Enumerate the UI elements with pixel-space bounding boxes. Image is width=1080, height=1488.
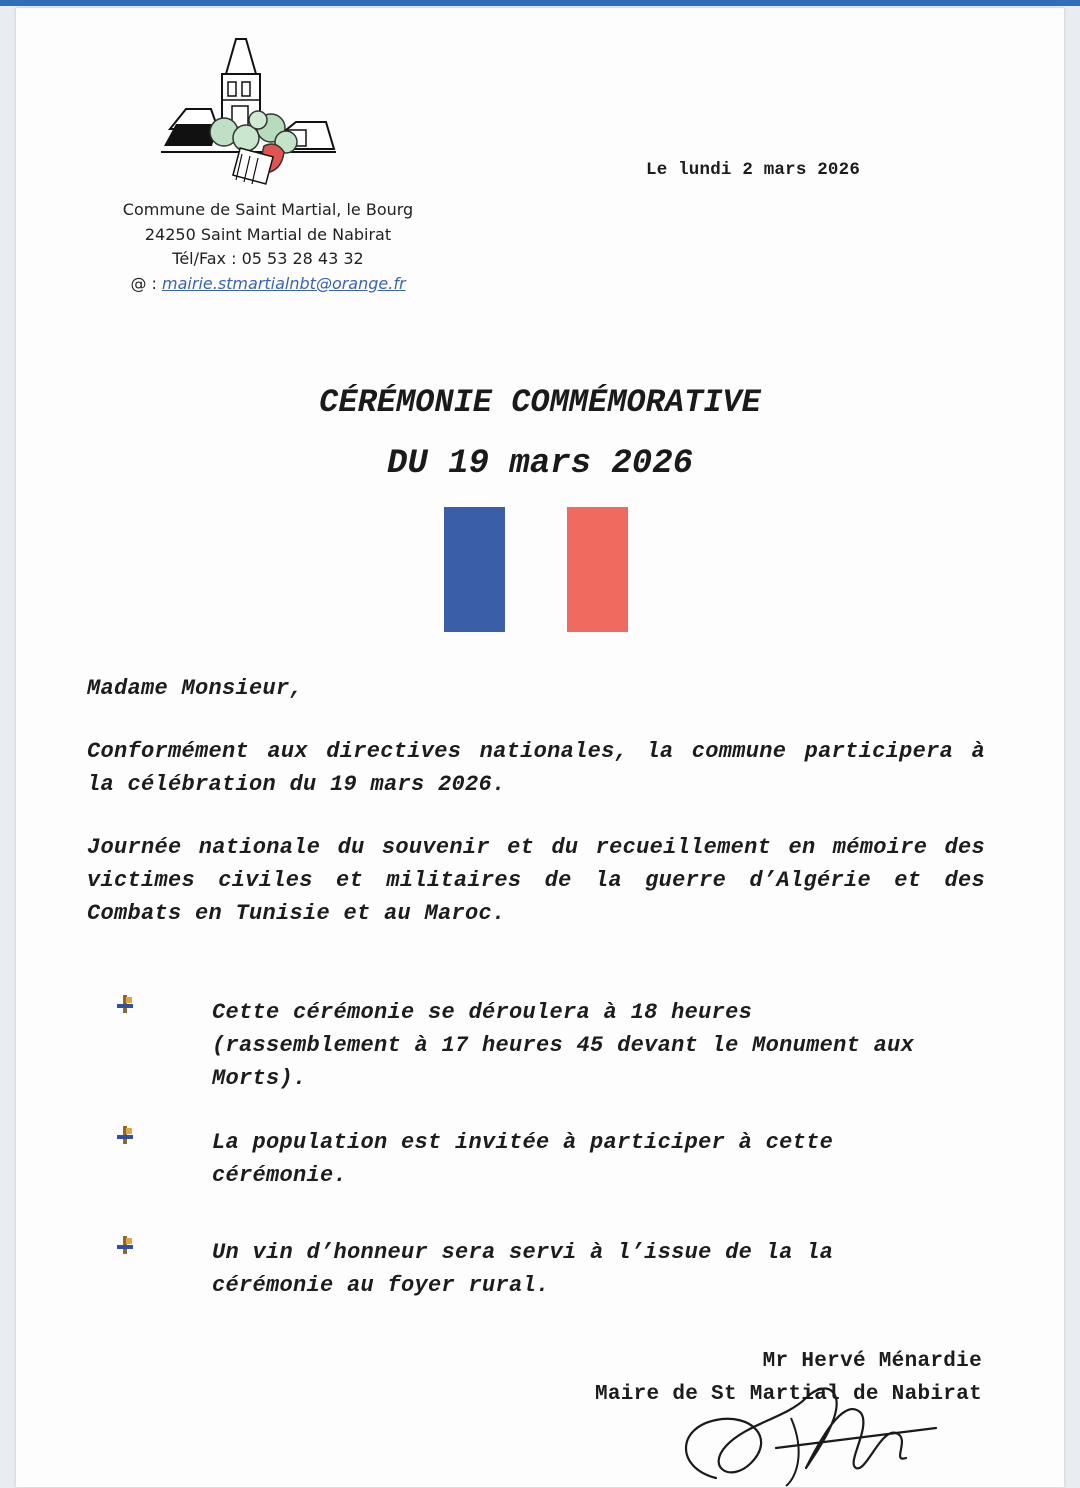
bullet-icon [114, 1124, 136, 1146]
title-line-2: DU 19 mars 2026 [386, 445, 694, 483]
flag-red-band [567, 507, 628, 632]
app-top-bar [0, 0, 1080, 6]
document-date: Le lundi 2 mars 2026 [646, 160, 861, 180]
handwritten-signature [656, 1358, 956, 1488]
greeting: Madame Monsieur, [87, 676, 304, 701]
paragraph-directives: Conformément aux directives nationales, la commune participera à la célébration du 19 mars 2026. [87, 739, 985, 797]
address-line: Commune de Saint Martial, le Bourg [122, 200, 414, 219]
signatory-role: Maire de St Martial de Nabirat [594, 1383, 982, 1406]
signatory-name: Mr Hervé Ménardie [762, 1350, 982, 1373]
email-line [88, 272, 448, 297]
flag-blue-band [444, 507, 505, 632]
flag-white-band [505, 507, 567, 632]
title-line-1: CÉRÉMONIE COMMÉMORATIVE [319, 384, 761, 421]
paragraph-journee: Journée nationale du souvenir et du recueillement en mémoire des victimes civiles et militaires de la guerre d’Algérie et des Combats en Tunisie et au Maroc. [87, 835, 985, 926]
bullet-item: Un vin d’honneur sera servi à l’issue de la la cérémonie au foyer rural. [212, 1240, 834, 1298]
document-page [16, 8, 1064, 1487]
email-label: @ : [130, 273, 157, 293]
bullet-icon [114, 993, 136, 1015]
bullet-icon [114, 1234, 136, 1256]
address-line: 24250 Saint Martial de Nabirat [144, 224, 392, 244]
phone-line: Tél/Fax : 05 53 28 43 32 [172, 249, 364, 268]
commune-address [88, 198, 448, 296]
commune-logo [156, 34, 341, 199]
email-link[interactable]: mairie.stmartialnbt@orange.fr [162, 273, 406, 293]
bullet-item: La population est invitée à participer à cette cérémonie. [212, 1130, 834, 1188]
bullet-item: Cette cérémonie se déroulera à 18 heures (rassemblement à 17 heures 45 devant le Monument aux Morts). [212, 1000, 915, 1091]
